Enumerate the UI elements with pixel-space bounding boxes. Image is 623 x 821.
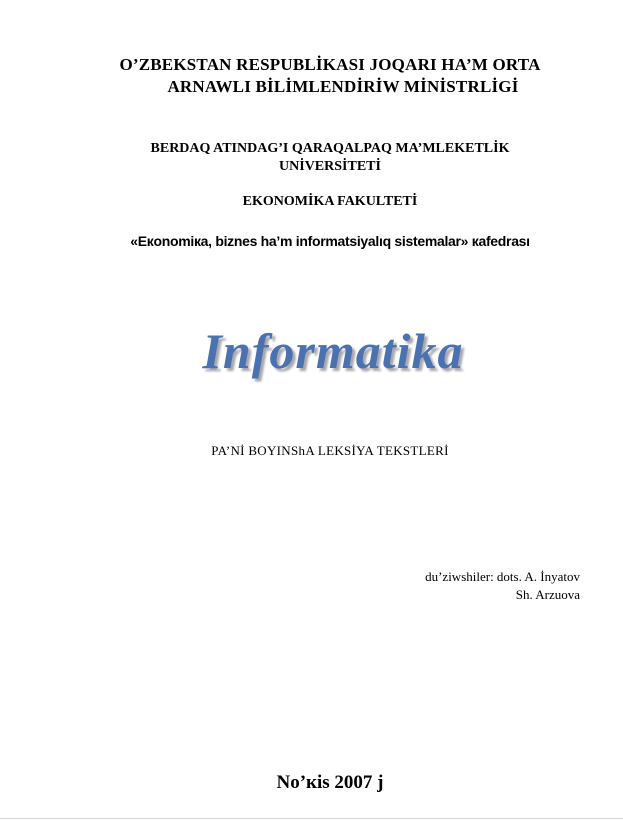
ministry-line-2: ARNAWLI BİLİMLENDİRİW MİNİSTRLİGİ	[167, 77, 519, 96]
university-line-2: UNİVERSİTETİ	[279, 159, 381, 174]
page-bottom-edge	[0, 818, 623, 819]
authors-line-1: du’ziwshiler: dots. A. İnyatov	[425, 569, 580, 584]
authors-line-2: Sh. Arzuova	[515, 587, 580, 602]
department-heading: «Eкonomiкa, biznes ha’m informatsiyalıq sistemalar» кafedrası	[130, 233, 530, 249]
authors-block	[425, 568, 580, 604]
ministry-line-1: O’ZBEKSTAN RESPUBLİKASI JOQARI HA’M ORTA	[119, 55, 541, 74]
document-title: Informatika	[202, 323, 464, 379]
faculty-heading: EKONOMİKA FAKULTETİ	[242, 194, 418, 209]
university-line-1: BERDAQ ATINDAG’I QARAQALPAQ MA’MLEKETLİK	[150, 141, 510, 156]
city-year-footer: No’кis 2007 j	[276, 772, 384, 793]
document-subtitle: PA’Nİ BOYINShA LEKSİYA TEKSTLERİ	[211, 443, 449, 458]
